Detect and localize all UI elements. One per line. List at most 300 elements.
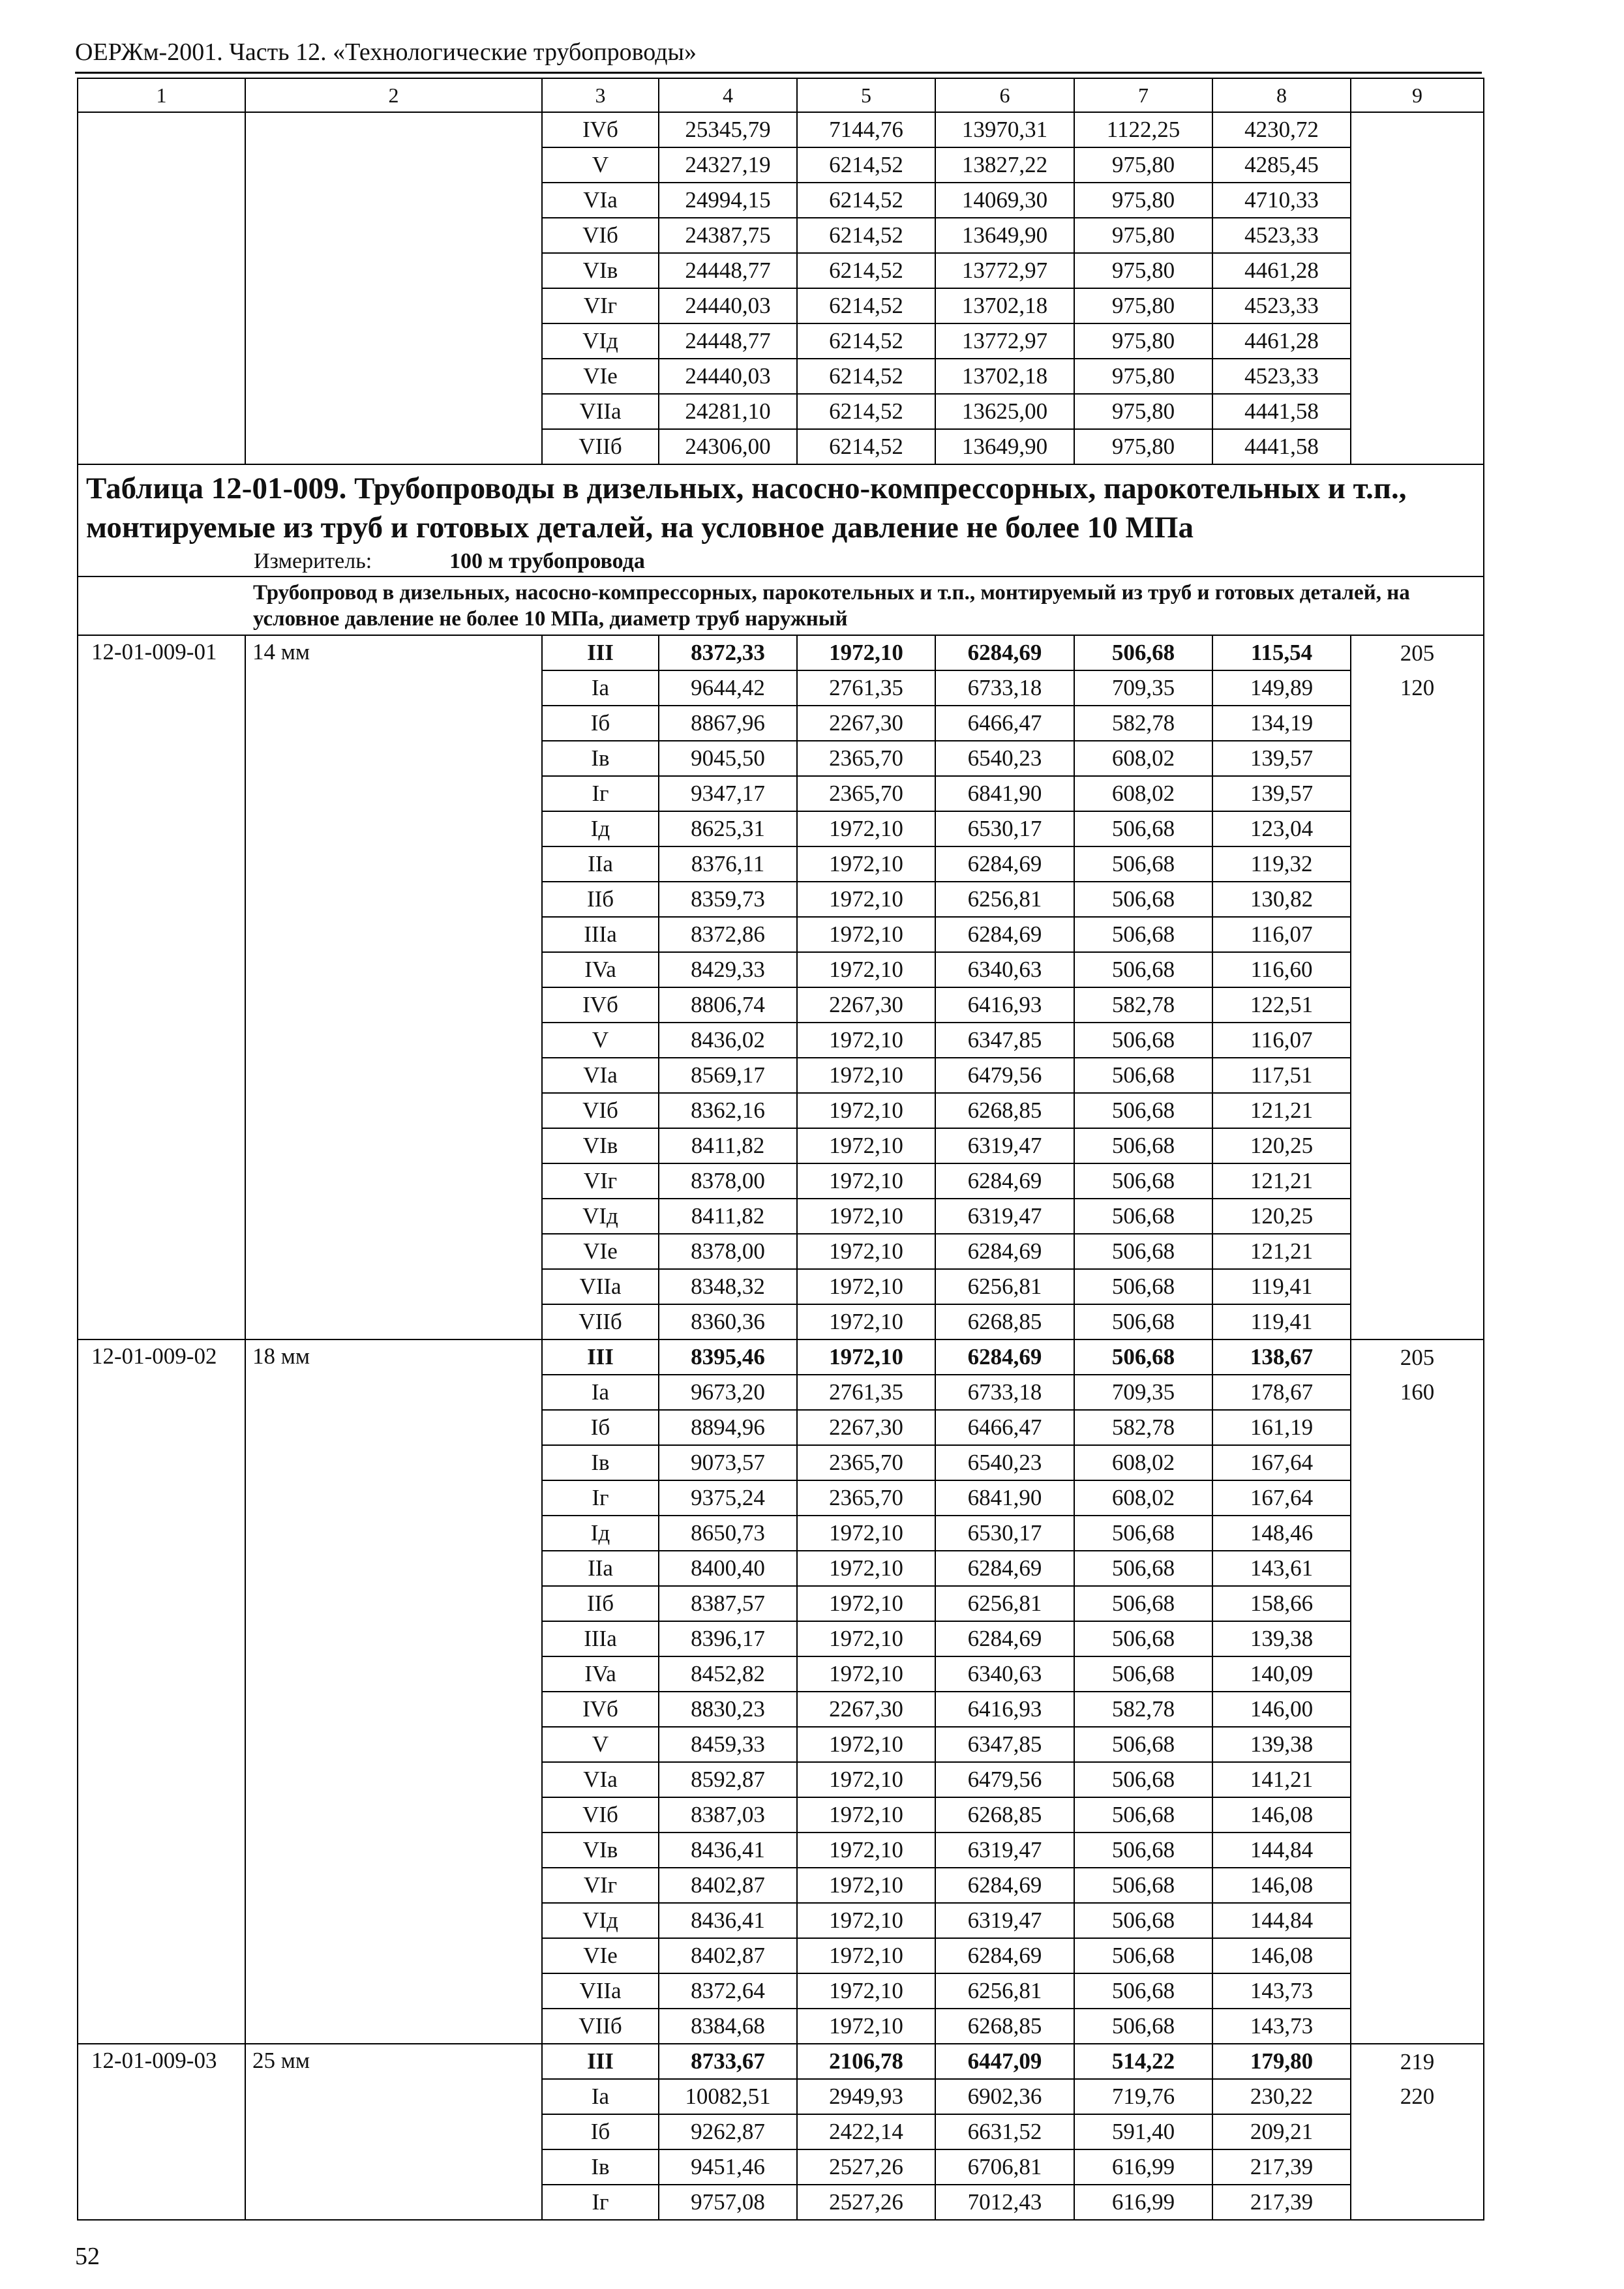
value-c6: 6268,85 (935, 2009, 1074, 2044)
value-c7: 506,68 (1074, 1833, 1212, 1868)
price-group: Iд (542, 1516, 659, 1551)
value-c5: 1972,10 (797, 1762, 935, 1797)
value-c5: 1972,10 (797, 1093, 935, 1128)
value-c5: 1972,10 (797, 1269, 935, 1304)
column-number-row (78, 78, 1484, 112)
value-c8: 143,73 (1212, 1973, 1351, 2009)
value-c7: 506,68 (1074, 1304, 1212, 1339)
value-c7: 506,68 (1074, 635, 1212, 670)
value-c5: 1972,10 (797, 1797, 935, 1833)
value-c7: 506,68 (1074, 1903, 1212, 1938)
value-c8: 116,07 (1212, 1023, 1351, 1058)
page-header: ОЕРЖм-2001. Часть 12. «Технологические трубопроводы» (75, 38, 697, 66)
value-c7: 582,78 (1074, 706, 1212, 741)
column-number: 1 (78, 78, 245, 112)
value-c6: 6631,52 (935, 2114, 1074, 2149)
value-c5: 2365,70 (797, 776, 935, 811)
value-c5: 2365,70 (797, 1480, 935, 1516)
value-c4: 8894,96 (659, 1410, 797, 1445)
value-c4: 8806,74 (659, 987, 797, 1023)
value-c5: 1972,10 (797, 1023, 935, 1058)
value-c4: 8436,41 (659, 1833, 797, 1868)
value-c6: 6466,47 (935, 706, 1074, 741)
price-group: VIб (542, 1797, 659, 1833)
value-c4: 24448,77 (659, 253, 797, 288)
value-c4: 24440,03 (659, 288, 797, 323)
value-c8: 146,08 (1212, 1797, 1351, 1833)
col9-cell (1351, 1339, 1484, 2044)
value-c4: 8372,33 (659, 635, 797, 670)
value-c5: 2267,30 (797, 1692, 935, 1727)
value-c8: 120,25 (1212, 1128, 1351, 1163)
value-c7: 616,99 (1074, 2185, 1212, 2220)
value-c4: 8402,87 (659, 1868, 797, 1903)
value-c8: 4523,33 (1212, 359, 1351, 394)
value-c4: 8867,96 (659, 706, 797, 741)
table-row (78, 112, 1484, 147)
value-c5: 1972,10 (797, 1973, 935, 2009)
value-c4: 8429,33 (659, 952, 797, 987)
value-c6: 6256,81 (935, 882, 1074, 917)
value-c6: 6540,23 (935, 741, 1074, 776)
value-c5: 1972,10 (797, 1656, 935, 1692)
price-group: IVб (542, 987, 659, 1023)
value-c7: 506,68 (1074, 1234, 1212, 1269)
value-c4: 24281,10 (659, 394, 797, 429)
value-c5: 1972,10 (797, 1304, 935, 1339)
price-group: Iв (542, 1445, 659, 1480)
value-c8: 4285,45 (1212, 147, 1351, 183)
value-c8: 179,80 (1212, 2044, 1351, 2079)
value-c7: 582,78 (1074, 987, 1212, 1023)
value-c5: 2761,35 (797, 670, 935, 706)
value-c8: 139,38 (1212, 1621, 1351, 1656)
price-group: VIIa (542, 1973, 659, 2009)
value-c6: 6841,90 (935, 1480, 1074, 1516)
meter-line (254, 548, 1477, 575)
price-group: VIe (542, 1234, 659, 1269)
value-c8: 178,67 (1212, 1375, 1351, 1410)
value-c7: 608,02 (1074, 741, 1212, 776)
price-group: VIa (542, 1762, 659, 1797)
value-c7: 506,68 (1074, 1163, 1212, 1199)
value-c7: 506,68 (1074, 1093, 1212, 1128)
value-c7: 591,40 (1074, 2114, 1212, 2149)
rates-table (77, 78, 1484, 2221)
value-c5: 1972,10 (797, 917, 935, 952)
table-title-cell (78, 464, 1484, 576)
meter-label: Измеритель: (254, 549, 372, 573)
value-c8: 119,32 (1212, 846, 1351, 882)
value-c4: 8436,02 (659, 1023, 797, 1058)
value-c8: 4461,28 (1212, 323, 1351, 359)
value-c5: 6214,52 (797, 429, 935, 464)
value-c8: 141,21 (1212, 1762, 1351, 1797)
value-c8: 146,08 (1212, 1938, 1351, 1973)
value-c4: 8359,73 (659, 882, 797, 917)
value-c8: 158,66 (1212, 1586, 1351, 1621)
value-c4: 8733,67 (659, 2044, 797, 2079)
col9-value: 160 (1400, 1379, 1435, 1405)
value-c5: 1972,10 (797, 1551, 935, 1586)
value-c7: 506,68 (1074, 917, 1212, 952)
value-c6: 6256,81 (935, 1586, 1074, 1621)
value-c6: 6319,47 (935, 1199, 1074, 1234)
value-c7: 506,68 (1074, 1339, 1212, 1375)
value-c6: 6256,81 (935, 1269, 1074, 1304)
price-group: IVa (542, 952, 659, 987)
value-c7: 506,68 (1074, 1797, 1212, 1833)
price-group: VIв (542, 1128, 659, 1163)
value-c8: 138,67 (1212, 1339, 1351, 1375)
value-c7: 975,80 (1074, 183, 1212, 218)
price-group: Iв (542, 741, 659, 776)
value-c6: 13827,22 (935, 147, 1074, 183)
price-group: VIa (542, 1058, 659, 1093)
value-c5: 2267,30 (797, 1410, 935, 1445)
value-c7: 506,68 (1074, 1269, 1212, 1304)
value-c8: 121,21 (1212, 1234, 1351, 1269)
value-c8: 116,07 (1212, 917, 1351, 952)
price-group: VIIб (542, 429, 659, 464)
column-number: 4 (659, 78, 797, 112)
price-group: VIe (542, 359, 659, 394)
value-c4: 9757,08 (659, 2185, 797, 2220)
value-c6: 6540,23 (935, 1445, 1074, 1480)
value-c6: 6902,36 (935, 2079, 1074, 2114)
price-group: VIд (542, 323, 659, 359)
value-c5: 1972,10 (797, 2009, 935, 2044)
column-number: 7 (1074, 78, 1212, 112)
value-c4: 8376,11 (659, 846, 797, 882)
value-c6: 6447,09 (935, 2044, 1074, 2079)
value-c6: 13649,90 (935, 429, 1074, 464)
table-title-row (78, 464, 1484, 576)
value-c5: 6214,52 (797, 359, 935, 394)
value-c6: 13772,97 (935, 323, 1074, 359)
value-c6: 6347,85 (935, 1727, 1074, 1762)
value-c4: 9644,42 (659, 670, 797, 706)
value-c6: 6284,69 (935, 635, 1074, 670)
price-group: Iг (542, 1480, 659, 1516)
table-description-row (78, 576, 1484, 635)
price-group: IVб (542, 112, 659, 147)
value-c6: 6733,18 (935, 1375, 1074, 1410)
value-c6: 6733,18 (935, 670, 1074, 706)
value-c5: 1972,10 (797, 1234, 935, 1269)
value-c4: 8830,23 (659, 1692, 797, 1727)
price-group: V (542, 147, 659, 183)
value-c6: 6268,85 (935, 1797, 1074, 1833)
value-c6: 6268,85 (935, 1304, 1074, 1339)
value-c8: 148,46 (1212, 1516, 1351, 1551)
value-c8: 4461,28 (1212, 253, 1351, 288)
value-c5: 2365,70 (797, 741, 935, 776)
column-number: 5 (797, 78, 935, 112)
price-group: IVa (542, 1656, 659, 1692)
value-c4: 9451,46 (659, 2149, 797, 2185)
price-group: IIб (542, 882, 659, 917)
value-c7: 506,68 (1074, 882, 1212, 917)
entry-code: 12-01-009-03 (78, 2044, 245, 2220)
price-group: IIб (542, 1586, 659, 1621)
value-c5: 1972,10 (797, 1833, 935, 1868)
price-group: III (542, 635, 659, 670)
price-group: VIIб (542, 2009, 659, 2044)
value-c6: 6284,69 (935, 1339, 1074, 1375)
column-number: 9 (1351, 78, 1484, 112)
value-c8: 144,84 (1212, 1903, 1351, 1938)
value-c7: 582,78 (1074, 1410, 1212, 1445)
entry-code: 12-01-009-01 (78, 635, 245, 1339)
price-group: V (542, 1727, 659, 1762)
value-c7: 506,68 (1074, 1023, 1212, 1058)
value-c5: 1972,10 (797, 811, 935, 846)
table-description: Трубопровод в дизельных, насосно-компрессорных, парокотельных и т.п., монтируемый из труб и готовых деталей, на условное давление не более 10 МПа, диаметр труб наружный (78, 576, 1484, 635)
value-c4: 9347,17 (659, 776, 797, 811)
price-group: VIIб (542, 1304, 659, 1339)
value-c6: 6284,69 (935, 1551, 1074, 1586)
code-cell (78, 112, 245, 464)
price-group: V (542, 1023, 659, 1058)
entry-size: 18 мм (245, 1339, 542, 2044)
price-group: Ia (542, 670, 659, 706)
value-c5: 2949,93 (797, 2079, 935, 2114)
value-c5: 1972,10 (797, 1903, 935, 1938)
value-c8: 4441,58 (1212, 394, 1351, 429)
value-c6: 6530,17 (935, 811, 1074, 846)
price-group: IIa (542, 846, 659, 882)
value-c5: 2422,14 (797, 2114, 935, 2149)
entry-size: 14 мм (245, 635, 542, 1339)
value-c6: 14069,30 (935, 183, 1074, 218)
value-c4: 9673,20 (659, 1375, 797, 1410)
value-c4: 8378,00 (659, 1163, 797, 1199)
value-c8: 139,57 (1212, 741, 1351, 776)
value-c8: 161,19 (1212, 1410, 1351, 1445)
price-group: Iг (542, 2185, 659, 2220)
value-c5: 1972,10 (797, 635, 935, 670)
header-rule (75, 72, 1482, 74)
value-c4: 25345,79 (659, 112, 797, 147)
value-c4: 8625,31 (659, 811, 797, 846)
value-c8: 123,04 (1212, 811, 1351, 846)
table-title: Таблица 12-01-009. Трубопроводы в дизельных, насосно-компрессорных, парокотельных и т.п., монтируемые из труб и готовых деталей, на условное давление не более 10 МПа (86, 471, 1407, 545)
price-group: VIe (542, 1938, 659, 1973)
value-c6: 13625,00 (935, 394, 1074, 429)
value-c7: 608,02 (1074, 776, 1212, 811)
price-group: VIб (542, 218, 659, 253)
value-c8: 4230,72 (1212, 112, 1351, 147)
value-c4: 24306,00 (659, 429, 797, 464)
col9-value: 219 (1400, 2049, 1435, 2074)
value-c6: 6319,47 (935, 1833, 1074, 1868)
value-c7: 506,68 (1074, 1656, 1212, 1692)
value-c5: 2267,30 (797, 987, 935, 1023)
value-c8: 143,73 (1212, 2009, 1351, 2044)
value-c6: 6284,69 (935, 1938, 1074, 1973)
value-c7: 506,68 (1074, 846, 1212, 882)
value-c6: 6268,85 (935, 1093, 1074, 1128)
value-c8: 139,57 (1212, 776, 1351, 811)
price-group: VIв (542, 1833, 659, 1868)
value-c8: 116,60 (1212, 952, 1351, 987)
price-group: Iв (542, 2149, 659, 2185)
value-c6: 6479,56 (935, 1058, 1074, 1093)
value-c6: 6841,90 (935, 776, 1074, 811)
value-c6: 6416,93 (935, 987, 1074, 1023)
table-row (78, 1339, 1484, 1375)
value-c7: 506,68 (1074, 1973, 1212, 2009)
value-c8: 121,21 (1212, 1093, 1351, 1128)
price-group: IIIa (542, 1621, 659, 1656)
value-c4: 8452,82 (659, 1656, 797, 1692)
value-c8: 4710,33 (1212, 183, 1351, 218)
value-c7: 506,68 (1074, 1199, 1212, 1234)
value-c7: 1122,25 (1074, 112, 1212, 147)
value-c4: 8372,64 (659, 1973, 797, 2009)
value-c8: 217,39 (1212, 2185, 1351, 2220)
value-c7: 506,68 (1074, 811, 1212, 846)
value-c5: 1972,10 (797, 882, 935, 917)
value-c4: 8650,73 (659, 1516, 797, 1551)
value-c5: 1972,10 (797, 1199, 935, 1234)
price-group: III (542, 1339, 659, 1375)
value-c5: 6214,52 (797, 323, 935, 359)
price-group: VIг (542, 1163, 659, 1199)
col9-cell (1351, 112, 1484, 464)
price-group: IVб (542, 1692, 659, 1727)
value-c4: 8400,40 (659, 1551, 797, 1586)
price-group: VIIa (542, 394, 659, 429)
value-c5: 1972,10 (797, 1163, 935, 1199)
value-c4: 8411,82 (659, 1128, 797, 1163)
value-c7: 506,68 (1074, 1621, 1212, 1656)
value-c5: 1972,10 (797, 846, 935, 882)
value-c7: 608,02 (1074, 1480, 1212, 1516)
value-c7: 506,68 (1074, 1128, 1212, 1163)
value-c8: 4523,33 (1212, 288, 1351, 323)
value-c7: 975,80 (1074, 323, 1212, 359)
value-c8: 119,41 (1212, 1304, 1351, 1339)
value-c8: 144,84 (1212, 1833, 1351, 1868)
value-c4: 8362,16 (659, 1093, 797, 1128)
value-c4: 8436,41 (659, 1903, 797, 1938)
value-c8: 149,89 (1212, 670, 1351, 706)
meter-value: 100 м трубопровода (449, 549, 645, 573)
value-c6: 6256,81 (935, 1973, 1074, 2009)
value-c5: 7144,76 (797, 112, 935, 147)
value-c6: 13970,31 (935, 112, 1074, 147)
value-c4: 8384,68 (659, 2009, 797, 2044)
value-c8: 115,54 (1212, 635, 1351, 670)
value-c6: 7012,43 (935, 2185, 1074, 2220)
value-c4: 8411,82 (659, 1199, 797, 1234)
value-c4: 24448,77 (659, 323, 797, 359)
col9-cell (1351, 635, 1484, 1339)
value-c5: 1972,10 (797, 1128, 935, 1163)
value-c7: 975,80 (1074, 218, 1212, 253)
value-c4: 8395,46 (659, 1339, 797, 1375)
value-c8: 119,41 (1212, 1269, 1351, 1304)
value-c8: 140,09 (1212, 1656, 1351, 1692)
value-c7: 506,68 (1074, 1938, 1212, 1973)
value-c4: 8378,00 (659, 1234, 797, 1269)
price-group: VIг (542, 288, 659, 323)
price-group: VIб (542, 1093, 659, 1128)
value-c7: 506,68 (1074, 1058, 1212, 1093)
value-c7: 719,76 (1074, 2079, 1212, 2114)
col9-value: 205 (1400, 640, 1435, 666)
page-number: 52 (75, 2243, 100, 2270)
value-c4: 24994,15 (659, 183, 797, 218)
value-c5: 6214,52 (797, 147, 935, 183)
value-c8: 146,00 (1212, 1692, 1351, 1727)
value-c7: 506,68 (1074, 1586, 1212, 1621)
value-c7: 975,80 (1074, 253, 1212, 288)
value-c5: 1972,10 (797, 1586, 935, 1621)
value-c8: 167,64 (1212, 1445, 1351, 1480)
value-c6: 6284,69 (935, 1868, 1074, 1903)
column-number: 8 (1212, 78, 1351, 112)
value-c6: 6284,69 (935, 1163, 1074, 1199)
price-group: III (542, 2044, 659, 2079)
price-group: Iб (542, 1410, 659, 1445)
value-c8: 134,19 (1212, 706, 1351, 741)
value-c4: 8360,36 (659, 1304, 797, 1339)
value-c8: 121,21 (1212, 1163, 1351, 1199)
value-c5: 6214,52 (797, 394, 935, 429)
value-c7: 709,35 (1074, 1375, 1212, 1410)
price-group: Iд (542, 811, 659, 846)
entry-code: 12-01-009-02 (78, 1339, 245, 2044)
value-c6: 6466,47 (935, 1410, 1074, 1445)
value-c7: 506,68 (1074, 2009, 1212, 2044)
value-c7: 975,80 (1074, 394, 1212, 429)
value-c7: 506,68 (1074, 1727, 1212, 1762)
entry-size: 25 мм (245, 2044, 542, 2220)
value-c7: 608,02 (1074, 1445, 1212, 1480)
value-c4: 9375,24 (659, 1480, 797, 1516)
value-c5: 6214,52 (797, 183, 935, 218)
value-c5: 1972,10 (797, 1868, 935, 1903)
value-c7: 616,99 (1074, 2149, 1212, 2185)
value-c6: 6706,81 (935, 2149, 1074, 2185)
value-c4: 8372,86 (659, 917, 797, 952)
value-c4: 8387,57 (659, 1586, 797, 1621)
value-c7: 506,68 (1074, 1868, 1212, 1903)
value-c4: 8459,33 (659, 1727, 797, 1762)
value-c6: 6479,56 (935, 1762, 1074, 1797)
value-c7: 975,80 (1074, 359, 1212, 394)
value-c5: 2267,30 (797, 706, 935, 741)
value-c5: 1972,10 (797, 1727, 935, 1762)
price-group: Iг (542, 776, 659, 811)
value-c8: 230,22 (1212, 2079, 1351, 2114)
column-number: 3 (542, 78, 659, 112)
price-group: VIIa (542, 1269, 659, 1304)
col9-value: 120 (1400, 675, 1435, 700)
value-c7: 506,68 (1074, 1551, 1212, 1586)
value-c5: 2106,78 (797, 2044, 935, 2079)
value-c5: 2761,35 (797, 1375, 935, 1410)
price-group: Ia (542, 1375, 659, 1410)
value-c6: 6284,69 (935, 846, 1074, 882)
value-c8: 130,82 (1212, 882, 1351, 917)
value-c7: 975,80 (1074, 429, 1212, 464)
price-group: VIд (542, 1903, 659, 1938)
value-c6: 13702,18 (935, 359, 1074, 394)
